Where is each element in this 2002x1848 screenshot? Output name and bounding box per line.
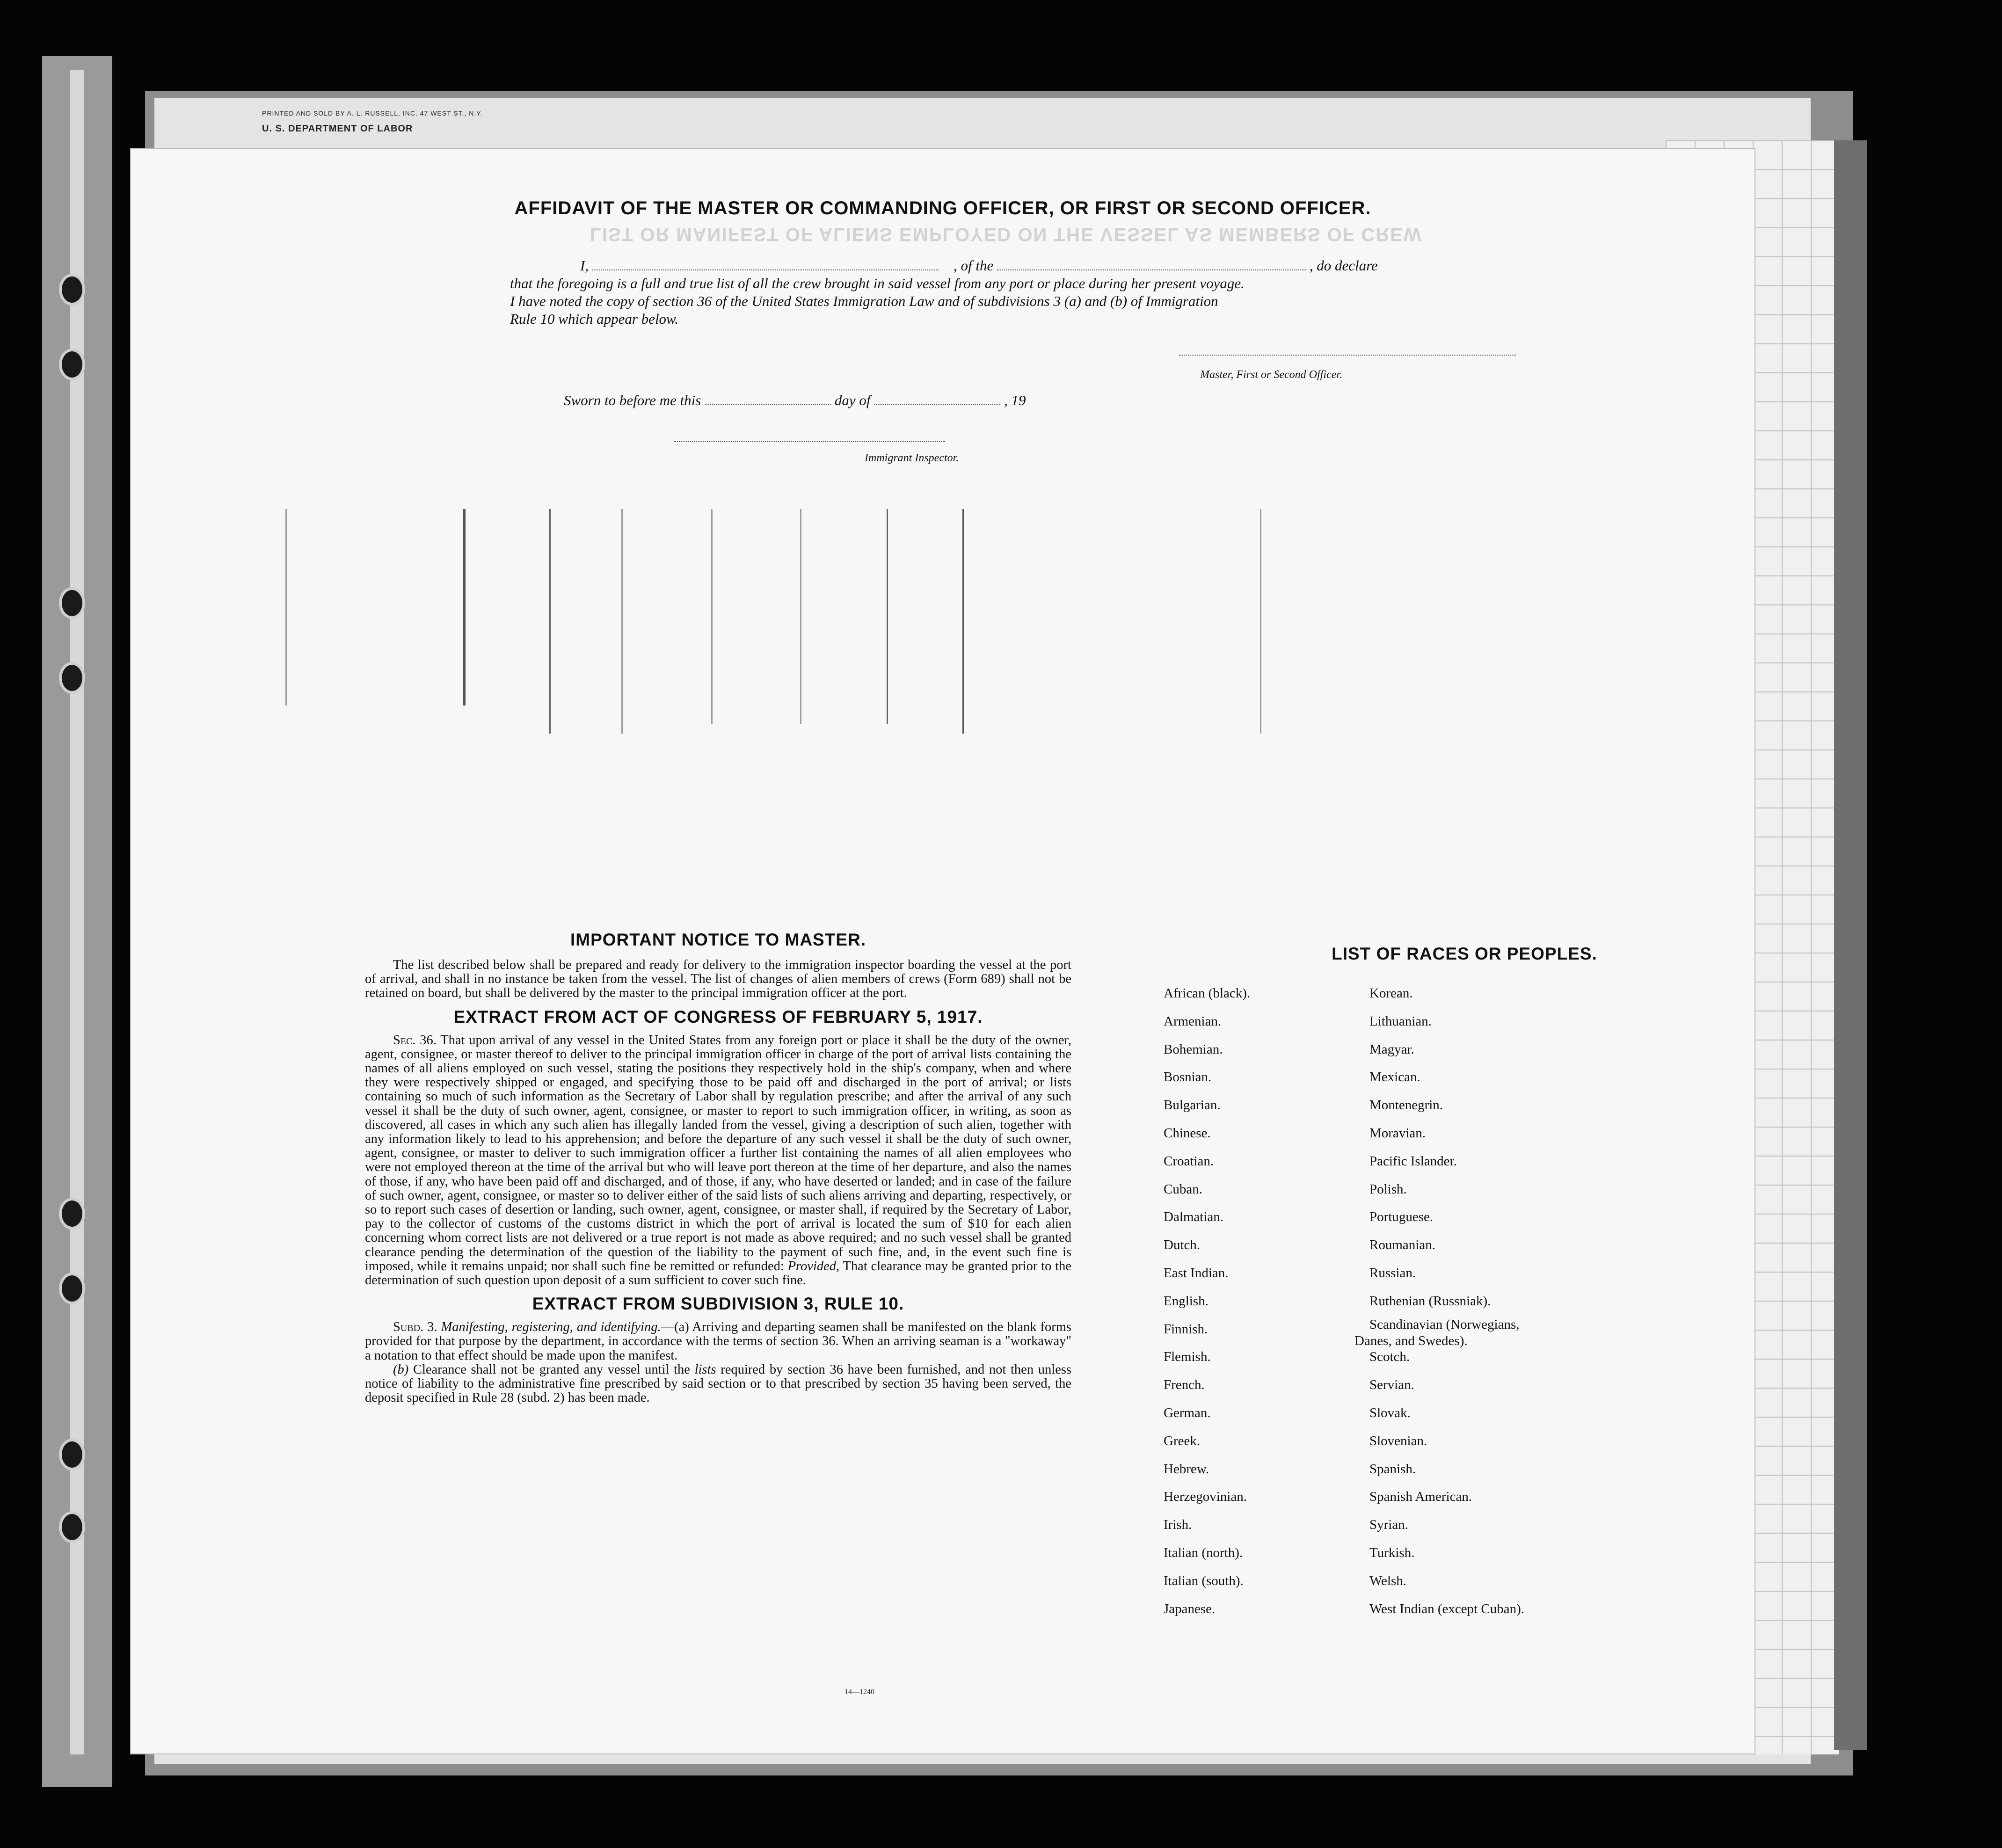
race-item: Spanish.	[1369, 1462, 1416, 1477]
race-item: East Indian.	[1164, 1266, 1229, 1281]
race-item: Italian (north).	[1164, 1545, 1243, 1560]
race-item: Syrian.	[1369, 1517, 1408, 1532]
year-label: , 19	[1004, 392, 1026, 408]
race-item: English.	[1164, 1294, 1208, 1309]
race-item: Korean.	[1369, 986, 1413, 1001]
subdivision-3-a: —(a) Arriving and departing seamen shall be manifested on the blank forms provided for that purpose by the department, in accordance with the terms of section 36. When an arriving seaman is a "workaway" a notation to that effect should be made upon the manifest.	[365, 1320, 1071, 1363]
race-item: Flemish.	[1164, 1349, 1211, 1364]
page-edge-shadow	[1834, 140, 1867, 1750]
race-item: Roumanian.	[1369, 1237, 1435, 1252]
race-item: German.	[1164, 1405, 1211, 1420]
race-item: Slovenian.	[1369, 1433, 1427, 1448]
act-extract-title: EXTRACT FROM ACT OF CONGRESS OF FEBRUARY 5, 1917.	[453, 1007, 983, 1026]
race-item: Spanish American.	[1369, 1489, 1472, 1504]
race-item: Scotch.	[1369, 1349, 1410, 1364]
affidavit-title: AFFIDAVIT OF THE MASTER OR COMMANDING OFFICER, OR FIRST OR SECOND OFFICER.	[514, 198, 1371, 218]
race-item: Cuban.	[1164, 1182, 1202, 1197]
section-36-body: That upon arrival of any vessel in the United States from any foreign port or place it shall be the duty of the owner, agent, consignee, or master thereof to deliver to the principal immigration officer in charge of the port of arrival lists containing the names of all aliens employed on such vessel, stating the positions they respectively hold in the ship's company, when and where they were respectively shipped or engaged, and specifying those to be paid off and discharged in the port of arrival; or lists containing so much of such information as the Secretary of Labor shall by regulation prescribe; and after the arrival of any such vessel it shall be the duty of such owner, agent, consignee, or master to report to such immigration officer, in writing, as soon as discovered, all cases in which any such alien has illegally landed from the vessel, giving a description of such alien, together with any information likely to lead to his apprehension; and before the departure of any such vessel it shall be the duty of such owner, agent, consignee, or master to deliver to such immigration officer a further list containing the names of all alien employees who were not employed thereon at the time of the arrival but who will leave port thereon at the time of her departure, and also the names of those, if any, who have been paid off and discharged, and of those, if any, who have deserted or landed; and in case of the failure of such owner, agent, consignee, or master so to deliver either of the said lists of such aliens arriving and departing, respectively, or so to report such cases of desertion or landing, such owner, agent, consignee, or master shall, if required by the Secretary of Labor, pay to the collector of customs of the customs district in which the port of arrival is located the sum of $10 for each alien concerning whom correct lists are not delivered or a true report is not made as above required; and no such vessel shall be granted clearance pending the determination of the question of the liability to the payment of such fine, and, in the event such fine is imposed, while it remains unpaid; nor shall such fine be remitted or refunded:	[365, 1033, 1071, 1273]
rule-extract-title: EXTRACT FROM SUBDIVISION 3, RULE 10.	[532, 1294, 904, 1314]
race-item: Russian.	[1369, 1266, 1416, 1281]
day-of-label: day of	[834, 392, 871, 408]
declare-label: , do declare	[1309, 257, 1378, 274]
sworn-month-field[interactable]	[874, 404, 1000, 405]
department-line: U. S. DEPARTMENT OF LABOR	[262, 124, 413, 134]
subdivision-b-pre: Clearance shall not be granted any vessel until the	[413, 1362, 690, 1377]
binder-hole	[59, 587, 85, 619]
subdivision-b-lists: lists	[694, 1362, 716, 1377]
bleed-through-rule	[800, 509, 801, 724]
section-36-provided: Provided,	[787, 1259, 840, 1273]
race-item: Ruthenian (Russniak).	[1369, 1294, 1491, 1309]
section-36-text	[365, 1033, 1071, 1288]
race-item: Bulgarian.	[1164, 1098, 1221, 1113]
sworn-day-field[interactable]	[705, 404, 831, 405]
race-item: Greek.	[1164, 1433, 1201, 1448]
subdivision-b-post: required by section 36 have been furnished, and not then unless notice of liability to the administrative fine prescribed by said section or to that prescribed by section 35 having been served, the deposit specified in Rule 28 (subd. 2) has been made.	[365, 1362, 1072, 1405]
declaration-line-2: that the foregoing is a full and true list of all the crew brought in said vessel from any port or place during her present voyage.	[510, 275, 1245, 291]
race-item-scandinavian-continued: Danes, and Swedes).	[1354, 1333, 1468, 1348]
declaration-vessel	[954, 257, 1378, 274]
binder-hole	[59, 1511, 85, 1543]
race-item: French.	[1164, 1377, 1205, 1392]
declaration-line-1	[580, 257, 939, 274]
race-item: Montenegrin.	[1369, 1098, 1443, 1113]
binder-hole	[59, 349, 85, 380]
notice-title: IMPORTANT NOTICE TO MASTER.	[570, 930, 866, 949]
race-item: Armenian.	[1164, 1014, 1222, 1029]
of-the-label: , of the	[954, 257, 994, 274]
race-item: Slovak.	[1369, 1405, 1411, 1420]
binder-hole	[59, 1273, 85, 1304]
declaration-line-3: I have noted the copy of section 36 of the United States Immigration Law and of subdivisions 3 (a) and (b) of Immigration	[510, 293, 1218, 309]
race-item: Croatian.	[1164, 1154, 1214, 1169]
bleed-through-rule	[962, 509, 964, 734]
name-field[interactable]	[592, 269, 939, 270]
binder-hole	[59, 662, 85, 694]
notice-body: The list described below shall be prepared and ready for delivery to the immigration inspector boarding the vessel at the port of arrival, and shall in no instance be taken from the vessel. The list of changes of alien members of crews (Form 689) shall not be retained on board, but shall be delivered by the master to the principal immigration officer at the port.	[365, 958, 1071, 1001]
inspector-signature-line[interactable]	[674, 441, 945, 442]
race-item: Welsh.	[1369, 1573, 1407, 1588]
bleed-through-rule	[887, 509, 888, 724]
binder-hole	[59, 1198, 85, 1230]
binder-hole	[59, 274, 85, 306]
race-item: Pacific Islander.	[1369, 1154, 1457, 1169]
section-36-tail: That clearance may be granted prior to the determination of such question upon deposit of a sum sufficient to cover such fine.	[365, 1259, 1071, 1288]
vessel-field[interactable]	[997, 269, 1306, 270]
inspector-caption: Immigrant Inspector.	[865, 452, 959, 464]
bleed-through-rule	[285, 509, 287, 706]
master-caption: Master, First or Second Officer.	[1200, 369, 1342, 381]
race-item: Dutch.	[1164, 1237, 1201, 1252]
race-item: Magyar.	[1369, 1042, 1414, 1057]
race-item: Polish.	[1369, 1182, 1407, 1197]
race-item: Italian (south).	[1164, 1573, 1244, 1588]
race-item: Japanese.	[1164, 1601, 1216, 1616]
subdivision-b-label: (b)	[393, 1362, 409, 1377]
bleed-through-rule	[621, 509, 623, 734]
races-list-title: LIST OF RACES OR PEOPLES.	[1332, 944, 1597, 963]
master-signature-line[interactable]	[1179, 355, 1516, 356]
race-item: Irish.	[1164, 1517, 1192, 1532]
race-item: Servian.	[1369, 1377, 1414, 1392]
race-item: West Indian (except Cuban).	[1369, 1601, 1525, 1616]
notice-column	[365, 930, 1071, 1405]
race-item: Turkish.	[1369, 1545, 1415, 1560]
binder-hole	[59, 1439, 85, 1470]
race-item: Lithuanian.	[1369, 1014, 1432, 1029]
sworn-label: Sworn to before me this	[564, 392, 701, 408]
subdivision-3-label: Subd. 3.	[393, 1320, 437, 1335]
bleed-through-rule	[711, 509, 713, 724]
race-item: Bosnian.	[1164, 1070, 1212, 1084]
race-item: Moravian.	[1369, 1126, 1426, 1141]
affidavit-sheet	[131, 149, 1754, 1753]
declaration-line-4: Rule 10 which appear below.	[510, 311, 679, 327]
printer-line: PRINTED AND SOLD BY A. L. RUSSELL, INC. 47 WEST ST., N.Y.	[262, 109, 483, 117]
race-item: African (black).	[1164, 986, 1251, 1001]
subdivision-3-heading: Manifesting, registering, and identifying.	[441, 1320, 661, 1335]
binder-strip	[70, 70, 84, 1754]
reverse-side-title: LIST OR MANIFEST OF ALIENS EMPLOYED ON THE VESSEL AS MEMBERS OF CREW	[590, 224, 1422, 245]
race-item: Mexican.	[1369, 1070, 1420, 1084]
section-36-label: Sec. 36.	[393, 1033, 437, 1048]
race-item: Herzegovinian.	[1164, 1489, 1247, 1504]
i-label: I,	[580, 257, 589, 274]
bleed-through-rule	[549, 509, 551, 734]
race-item: Dalmatian.	[1164, 1209, 1224, 1224]
bleed-through-rule	[1260, 509, 1261, 734]
sworn-line	[564, 392, 1026, 409]
subdivision-3-text	[365, 1320, 1071, 1363]
underlying-form-header	[262, 107, 730, 135]
race-item: Scandinavian (Norwegians,	[1369, 1317, 1520, 1332]
race-item: Chinese.	[1164, 1126, 1211, 1141]
race-item: Hebrew.	[1164, 1462, 1209, 1477]
race-item: Finnish.	[1164, 1322, 1208, 1337]
subdivision-b-text	[365, 1363, 1071, 1405]
bleed-through-rule	[463, 509, 466, 706]
race-item: Portuguese.	[1369, 1209, 1434, 1224]
form-code: 14—1240	[844, 1688, 874, 1696]
race-item: Bohemian.	[1164, 1042, 1223, 1057]
